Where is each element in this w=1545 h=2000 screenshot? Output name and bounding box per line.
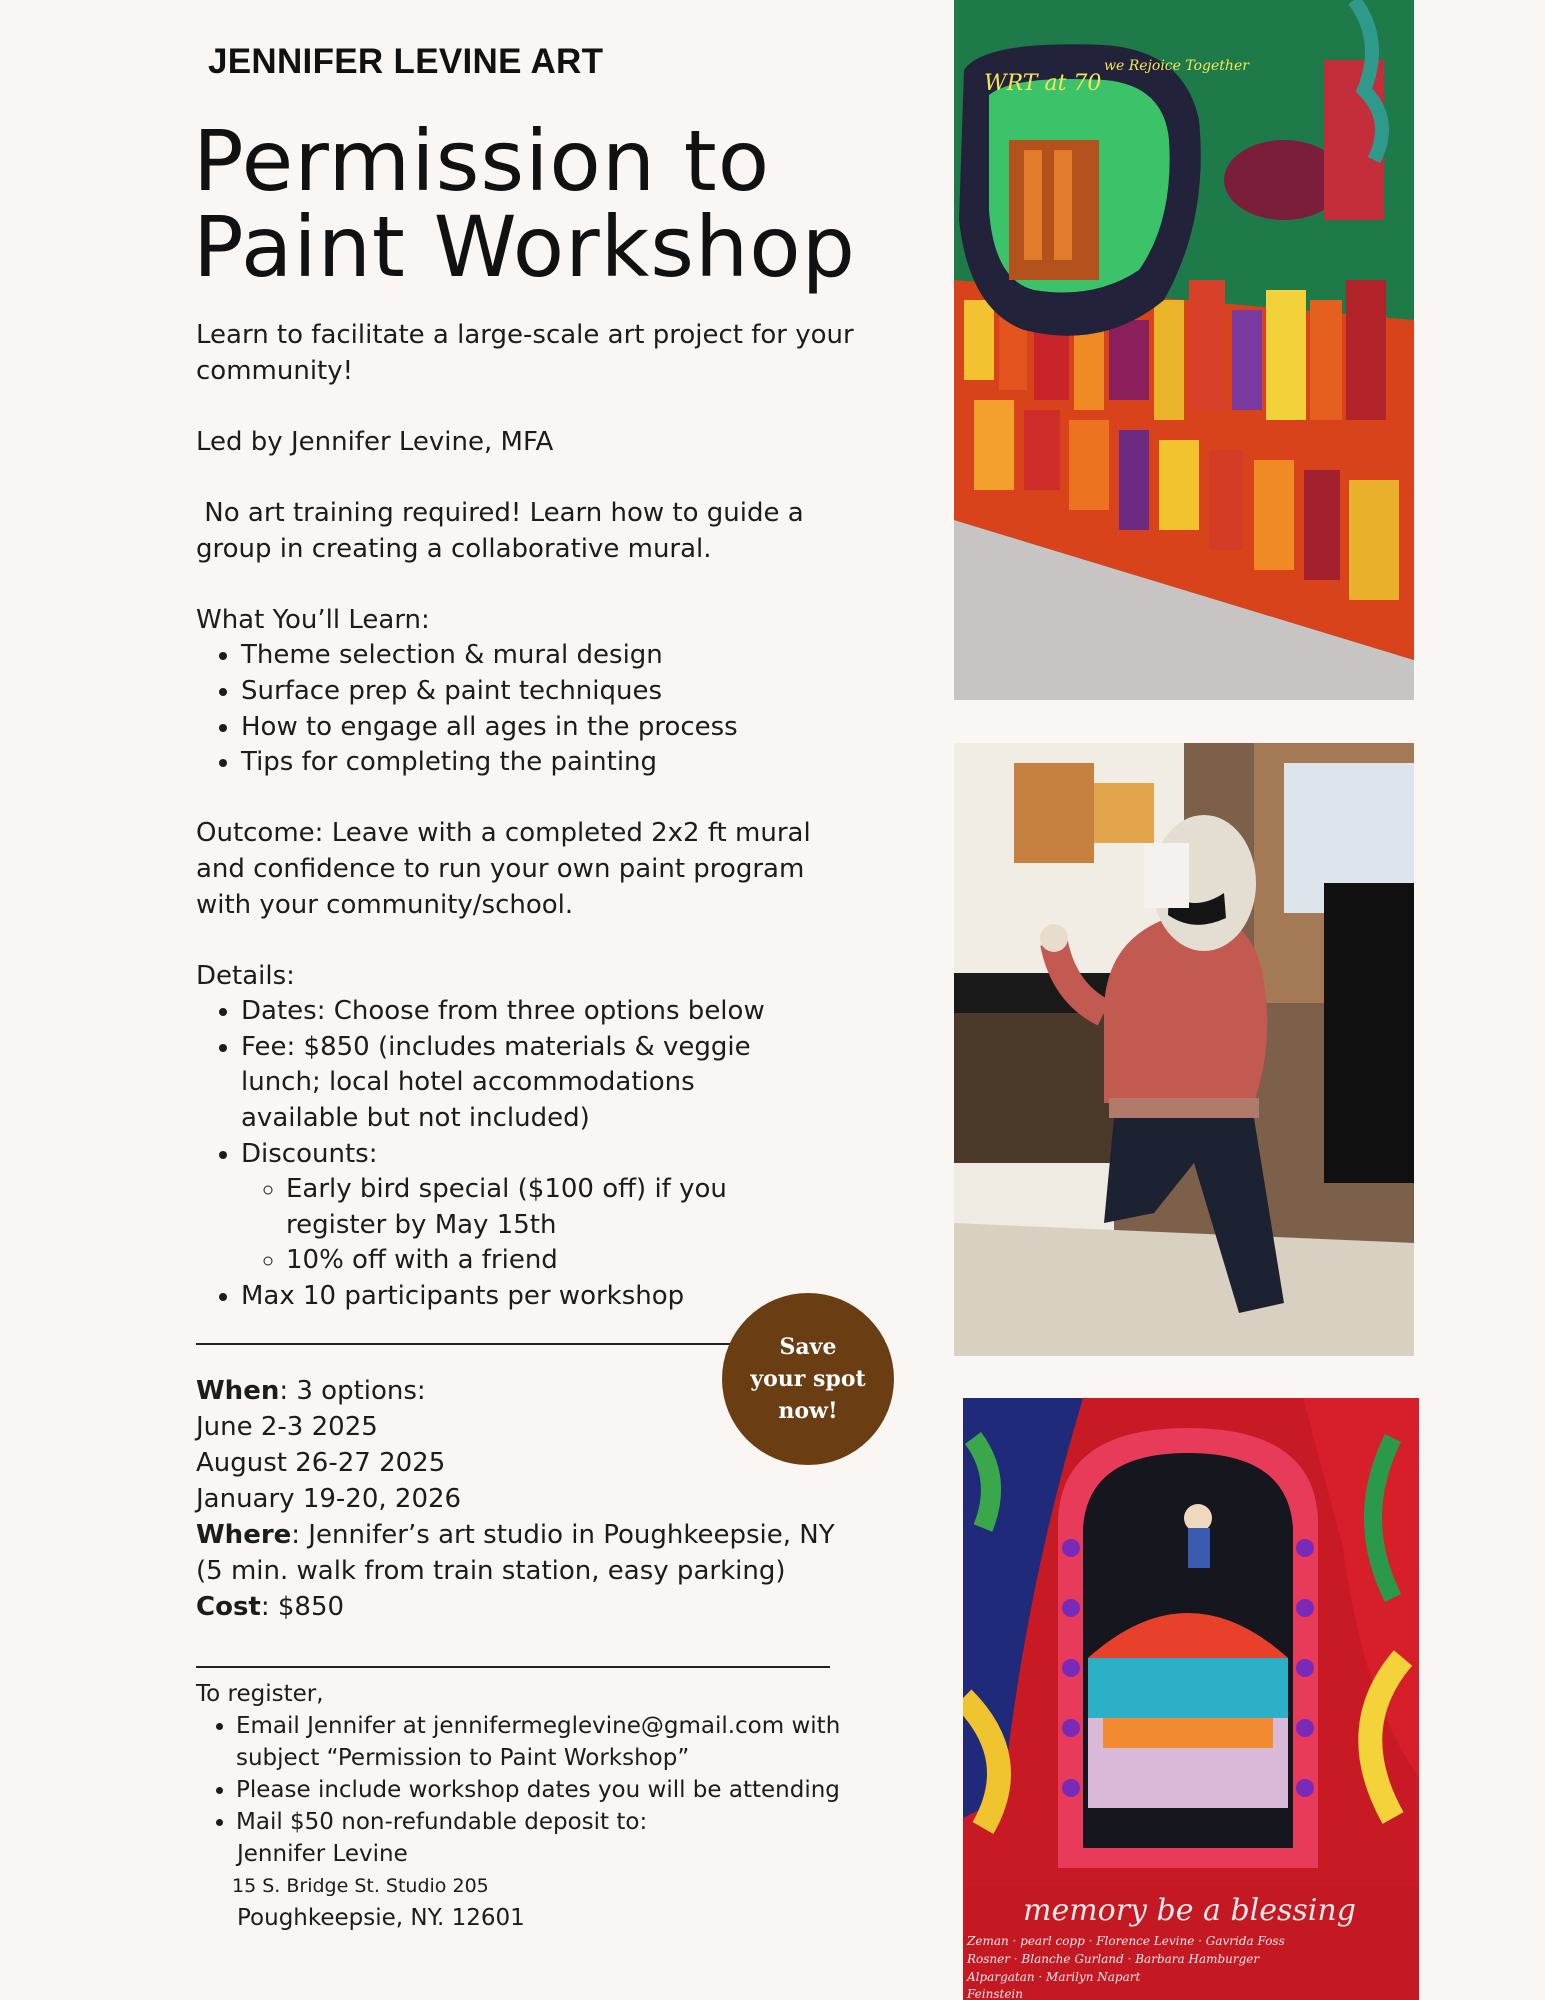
badge-line-1: Save [779,1334,837,1360]
mural-names-line-2: Rosner · Blanche Gurland · Barbara Hamburger [967,1952,1260,1966]
list-item: • Email Jennifer at jennifermeglevine@gmail.com with subject “Permission to Paint Workshop” [236,1710,856,1774]
memorial-mural-photo [963,1398,1419,2000]
mural-script-text: we Rejoice Together [1104,58,1249,74]
discounts-list [241,1172,801,1279]
list-item: ◦ 10% off with a friend [286,1243,801,1279]
intro-text: Learn to facilitate a large-scale art project for your community! [196,320,854,386]
list-item: • Fee: $850 (includes materials & veggie lunch; local hotel accommodations available but not included) [241,1030,801,1137]
title-line-2: Paint Workshop [193,198,856,296]
mural-names-line-1: Zeman · pearl copp · Florence Levine · Gavrida Foss [967,1934,1285,1948]
register-heading: To register, [196,1681,324,1707]
where-label: Where [196,1520,292,1550]
title-line-1: Permission to [193,112,771,210]
list-item: ◦ Early bird special ($100 off) if you register by May 15th [286,1172,756,1243]
led-by-text: Led by Jennifer Levine, MFA [196,426,554,457]
address-street: 15 S. Bridge St. Studio 205 [232,1875,489,1897]
discounts-label: Discounts: [241,1138,378,1169]
workshop-description [196,318,916,1315]
mural-memory-text: memory be a blessing [1023,1893,1356,1928]
register-block [196,1678,916,1934]
when-label: When [196,1376,280,1406]
mural-banner-text: WRT at 70 [984,71,1102,96]
divider [196,1666,830,1668]
list-item: • Surface prep & paint techniques [241,674,916,710]
list-item: • Please include workshop dates you will be attending [236,1774,916,1806]
date-option: August 26-27 2025 [196,1448,446,1478]
date-option: June 2-3 2025 [196,1412,378,1442]
learn-list [196,638,916,780]
woman-painting-photo [954,743,1414,1356]
list-item: • How to engage all ages in the process [241,710,916,746]
address-name: Jennifer Levine [237,1841,408,1867]
cost-text: : $850 [260,1592,345,1622]
learn-heading: What You’ll Learn: [196,604,430,635]
date-option: January 19-20, 2026 [196,1484,462,1514]
list-item: • Theme selection & mural design [241,638,916,674]
address-city: Poughkeepsie, NY. 12601 [237,1905,525,1931]
badge-line-3: now! [778,1398,838,1424]
list-item: • Mail $50 non-refundable deposit to: [236,1806,916,1838]
where-text: : Jennifer’s art studio in Poughkeepsie, NY (5 min. walk from train station, easy parking) [196,1520,835,1586]
brand-name: JENNIFER LEVINE ART [208,42,604,81]
list-item [241,1137,801,1279]
mural-names-line-3: Alpargatan · Marilyn Napart [967,1970,1141,1984]
divider [196,1343,736,1345]
when-text: : 3 options: [279,1376,426,1406]
outcome-text: Outcome: Leave with a completed 2x2 ft mural and confidence to run your own paint program with your community/school. [196,818,811,920]
mural-photo-city [954,0,1414,700]
schedule-block [196,1373,916,1625]
badge-line-2: your spot [750,1366,866,1392]
list-item: • Max 10 participants per workshop [241,1279,761,1315]
cost-label: Cost [196,1592,261,1622]
page-title [193,112,913,296]
no-training-text: No art training required! Learn how to guide a group in creating a collaborative mural. [196,497,812,564]
register-list [196,1710,916,1838]
mural-names-line-4: Feinstein [967,1987,1023,2000]
list-item: • Dates: Choose from three options below [241,994,841,1030]
list-item: • Tips for completing the painting [241,745,916,781]
details-list [196,994,801,1314]
details-heading: Details: [196,960,295,991]
